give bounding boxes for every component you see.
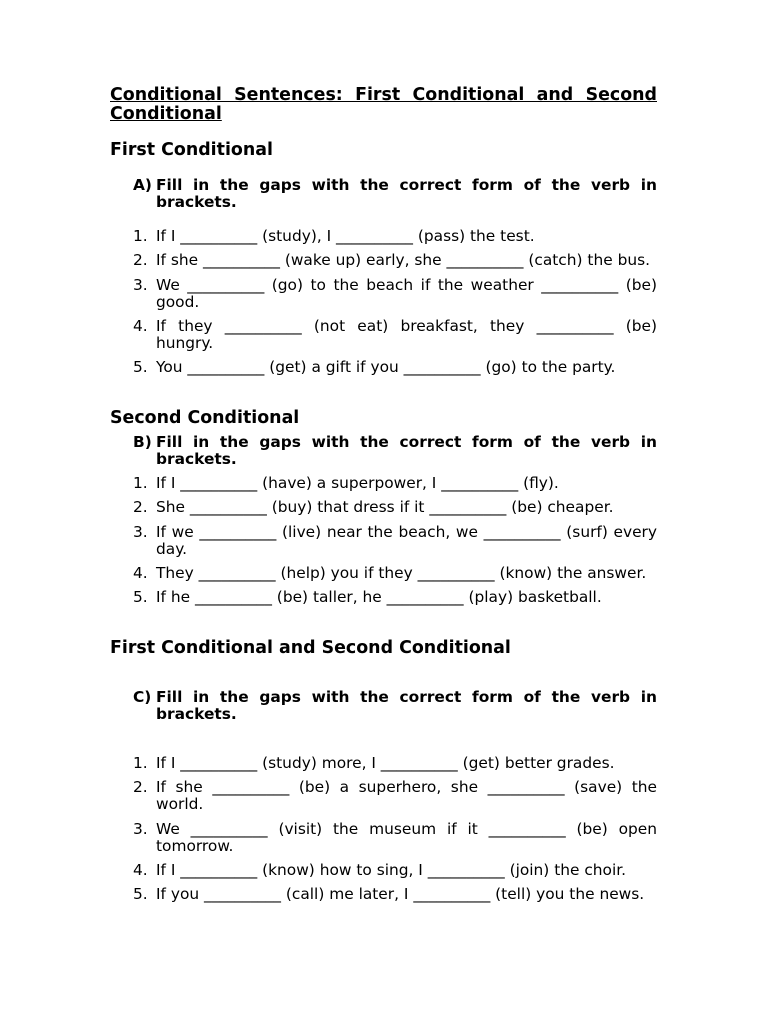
instruction-label: B) — [133, 433, 152, 451]
instruction-text: Fill in the gaps with the correct form of the verb in brackets. — [156, 433, 657, 468]
exercise-item — [133, 499, 657, 516]
section-heading: First Conditional — [110, 140, 273, 160]
exercise-item — [133, 821, 657, 855]
exercise-item — [133, 589, 657, 606]
item-text: If he __________ (be) taller, he __________ (play) basketball. — [156, 588, 602, 607]
exercise-list — [133, 228, 657, 383]
exercise-item — [133, 475, 657, 492]
item-number: 4. — [133, 316, 148, 335]
item-number: 5. — [133, 588, 148, 607]
exercise-list — [133, 475, 657, 613]
exercise-item — [133, 252, 657, 269]
item-text: If I __________ (study) more, I __________ (get) better grades. — [156, 754, 615, 772]
worksheet-title: Conditional Sentences: First Conditional and Second Conditional — [110, 85, 657, 124]
item-number: 1. — [133, 474, 148, 492]
item-text: If they __________ (not eat) breakfast, they __________ (be) hungry. — [156, 316, 657, 352]
exercise-item — [133, 524, 657, 558]
instruction — [133, 434, 657, 468]
item-number: 2. — [133, 778, 148, 797]
item-number: 3. — [133, 522, 148, 541]
item-number: 1. — [133, 227, 148, 245]
exercise-item — [133, 318, 657, 352]
instruction-label: C) — [133, 688, 152, 706]
item-text: If we __________ (live) near the beach, we __________ (surf) every day. — [156, 522, 657, 558]
exercise-item — [133, 277, 657, 311]
item-text: You __________ (get) a gift if you __________ (go) to the party. — [156, 358, 616, 377]
exercise-item — [133, 862, 657, 879]
item-number: 3. — [133, 819, 148, 838]
exercise-item — [133, 886, 657, 903]
item-number: 4. — [133, 860, 148, 879]
item-text: If I __________ (know) how to sing, I __________ (join) the choir. — [156, 860, 627, 879]
exercise-item — [133, 779, 657, 813]
item-number: 1. — [133, 754, 148, 772]
instruction-text: Fill in the gaps with the correct form of the verb in brackets. — [156, 176, 657, 211]
item-number: 5. — [133, 885, 148, 904]
section-heading: First Conditional and Second Conditional — [110, 638, 511, 658]
instruction-label: A) — [133, 176, 152, 194]
instruction-text: Fill in the gaps with the correct form of the verb in brackets. — [156, 688, 657, 723]
item-text: If I __________ (study), I __________ (pass) the test. — [156, 227, 535, 245]
exercise-list — [133, 755, 657, 910]
item-text: If you __________ (call) me later, I __________ (tell) you the news. — [156, 885, 645, 904]
instruction — [133, 177, 657, 211]
item-text: We __________ (visit) the museum if it __________ (be) open tomorrow. — [156, 819, 657, 855]
item-text: We __________ (go) to the beach if the weather __________ (be) good. — [156, 275, 657, 311]
exercise-item — [133, 565, 657, 582]
item-text: If I __________ (have) a superpower, I __________ (fly). — [156, 474, 559, 492]
item-number: 4. — [133, 563, 148, 582]
instruction — [133, 689, 657, 723]
item-number: 5. — [133, 358, 148, 377]
item-text: If she __________ (be) a superhero, she __________ (save) the world. — [156, 778, 657, 814]
item-number: 2. — [133, 251, 148, 270]
item-text: She __________ (buy) that dress if it __________ (be) cheaper. — [156, 498, 614, 517]
exercise-item — [133, 755, 657, 772]
item-text: They __________ (help) you if they __________ (know) the answer. — [156, 563, 647, 582]
item-number: 3. — [133, 275, 148, 294]
item-number: 2. — [133, 498, 148, 517]
section-heading: Second Conditional — [110, 408, 300, 428]
item-text: If she __________ (wake up) early, she __________ (catch) the bus. — [156, 251, 651, 270]
exercise-item — [133, 228, 657, 245]
exercise-item — [133, 359, 657, 376]
